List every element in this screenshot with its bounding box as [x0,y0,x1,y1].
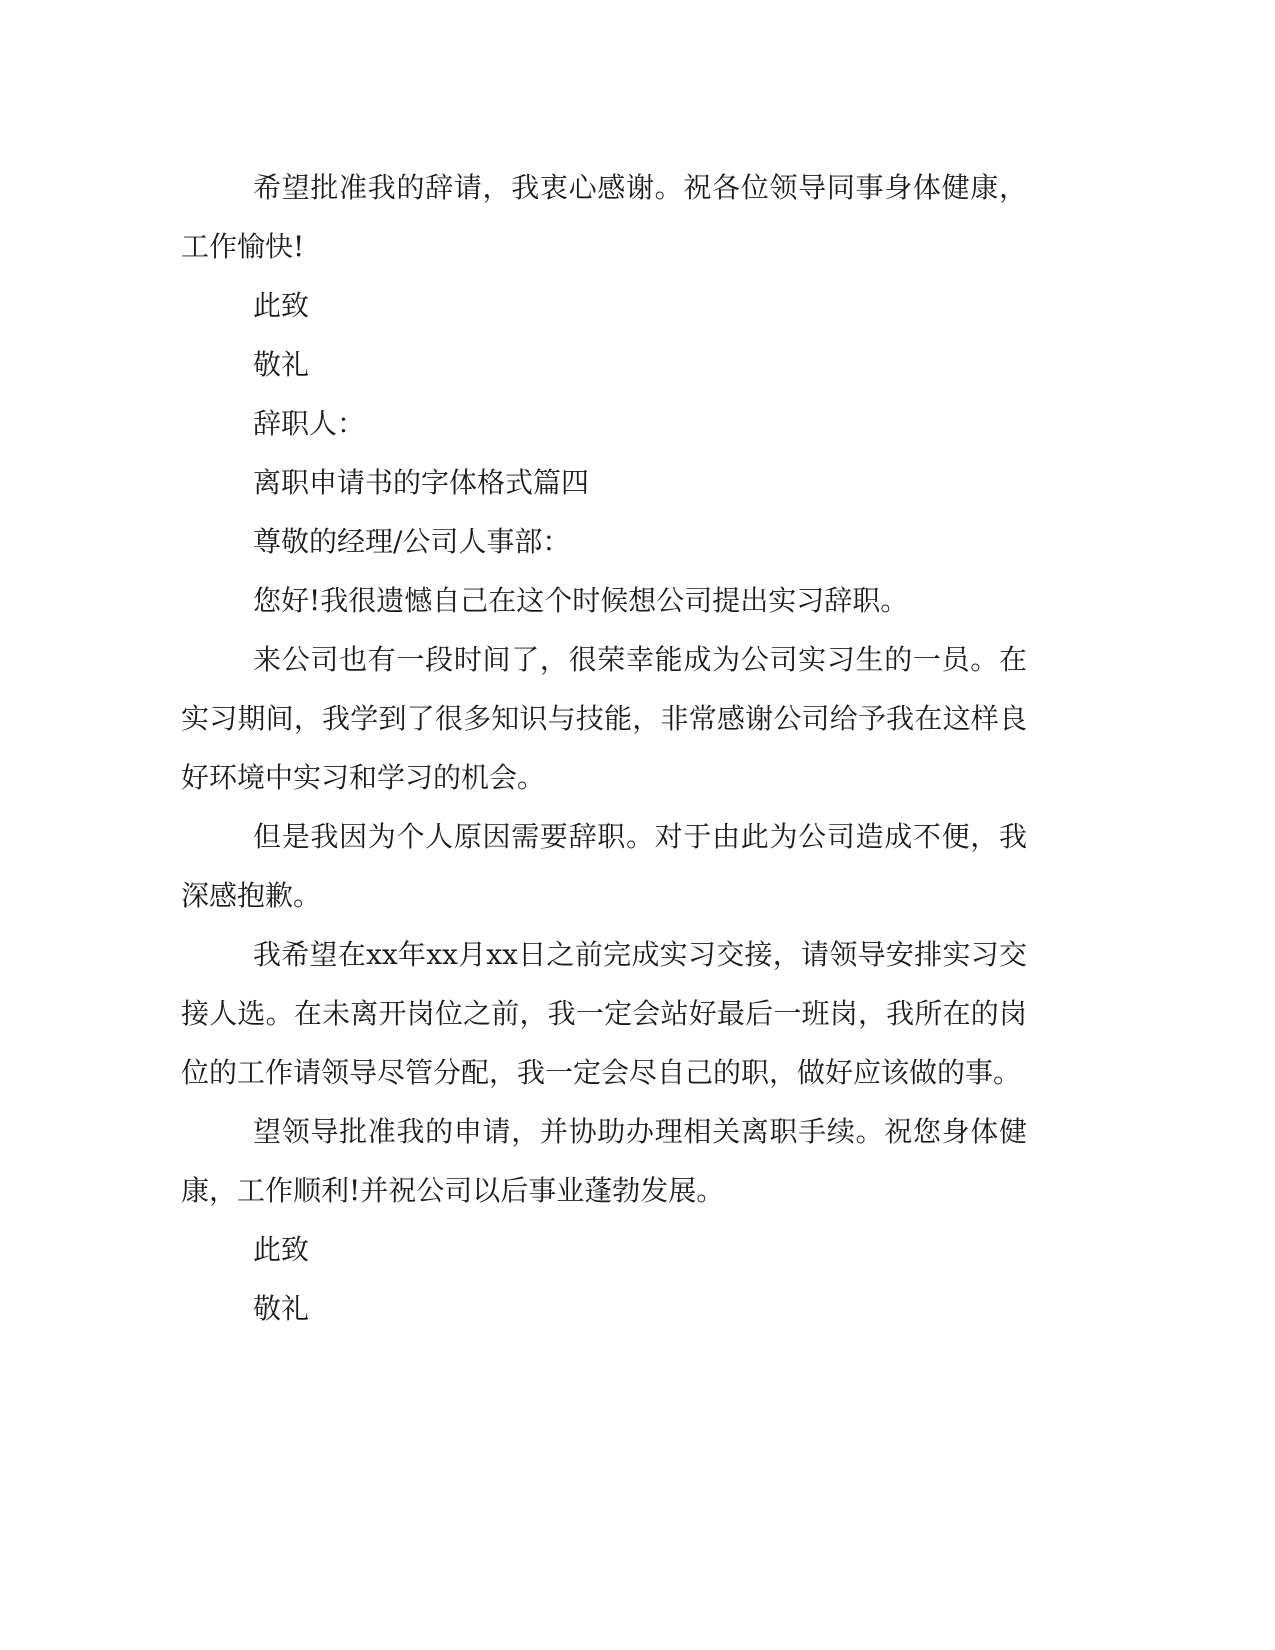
salutation-cizhi: 此致 [253,289,310,322]
salutation-jingli: 敬礼 [253,348,310,381]
letter-body [181,158,1027,1338]
paragraph-reason: 但是我因为个人原因需要辞职。对于由此为公司造成不便，我深感抱歉。 [181,820,1027,912]
salutation-cizhi-2: 此致 [253,1233,310,1266]
signature-label: 辞职人： [253,407,366,440]
paragraph-closing-wish: 希望批准我的辞请，我衷心感谢。祝各位领导同事身体健康，工作愉快! [181,171,1027,263]
letter-greeting: 尊敬的经理/公司人事部： [253,525,571,558]
salutation-jingli-2: 敬礼 [253,1292,310,1325]
paragraph-request: 望领导批准我的申请，并协助办理相关离职手续。祝您身体健康，工作顺利!并祝公司以后事业蓬勃发展。 [181,1115,1027,1207]
paragraph-intro: 您好!我很遗憾自己在这个时候想公司提出实习辞职。 [253,584,909,617]
paragraph-gratitude: 来公司也有一段时间了，很荣幸能成为公司实习生的一员。在实习期间，我学到了很多知识与技能，非常感谢公司给予我在这样良好环境中实习和学习的机会。 [181,643,1027,794]
section-heading: 离职申请书的字体格式篇四 [253,466,590,499]
paragraph-handover: 我希望在xx年xx月xx日之前完成实习交接，请领导安排实习交接人选。在未离开岗位之前，我一定会站好最后一班岗，我所在的岗位的工作请领导尽管分配，我一定会尽自己的职，做好应该做的事。 [181,938,1027,1089]
